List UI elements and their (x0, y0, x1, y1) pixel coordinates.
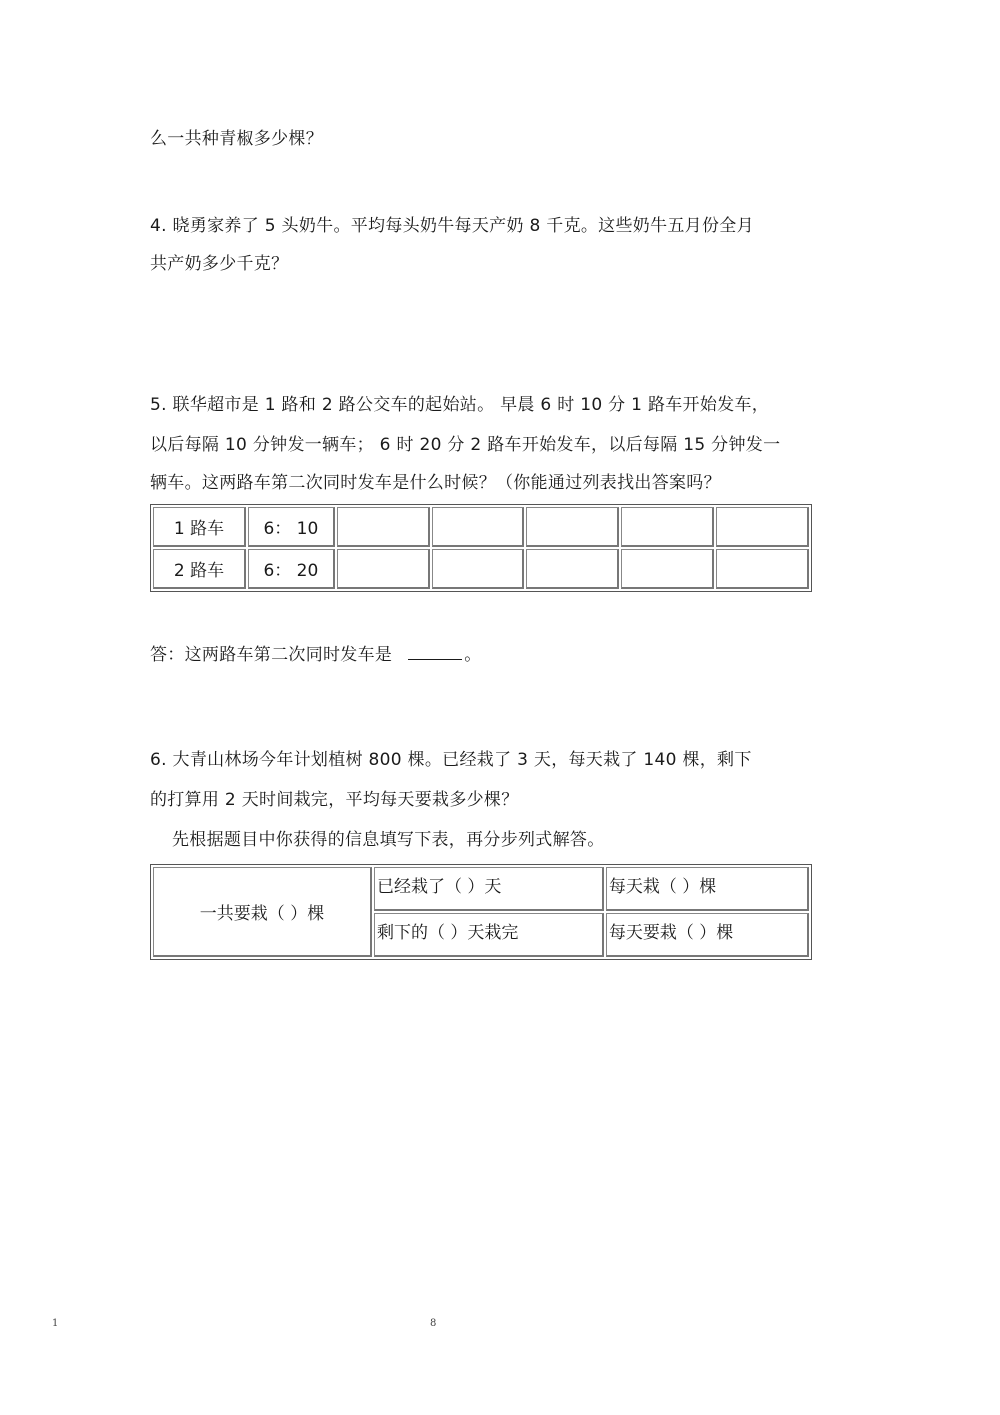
remaining-days-cell[interactable]: 剩下的（ ）天栽完 (374, 913, 604, 957)
page-number: 8 (430, 1318, 437, 1329)
per-day-needed-cell[interactable]: 每天要栽（ ）棵 (606, 913, 809, 957)
bus-1-start-time: 6： 10 (248, 507, 335, 547)
blank-cell[interactable] (526, 549, 619, 589)
question-5-line-2: 以后每隔 10 分钟发一辆车； 6 时 20 分 2 路车开始发车，以后每隔 15 分钟发一 (150, 435, 781, 455)
table-row (153, 507, 809, 547)
blank-cell[interactable] (716, 549, 809, 589)
bus-2-label: 2 路车 (153, 549, 246, 589)
answer-blank[interactable] (408, 643, 462, 660)
total-trees-cell[interactable]: 一共要栽（ ）棵 (153, 867, 372, 957)
blank-cell[interactable] (337, 507, 430, 547)
days-planted-cell[interactable]: 已经栽了（ ）天 (374, 867, 604, 911)
blank-cell[interactable] (526, 507, 619, 547)
question-4-line-2: 共产奶多少千克？ (150, 254, 289, 274)
table-row (153, 867, 809, 911)
bus-2-start-time: 6： 20 (248, 549, 335, 589)
blank-cell[interactable] (716, 507, 809, 547)
footer-left-mark: 1 (52, 1318, 59, 1329)
blank-cell[interactable] (432, 549, 525, 589)
table-row (153, 549, 809, 589)
blank-cell[interactable] (621, 549, 714, 589)
per-day-planted-cell[interactable]: 每天栽（ ）棵 (606, 867, 809, 911)
bus-schedule-table (150, 504, 812, 592)
question-5-line-1: 5. 联华超市是 1 路和 2 路公交车的起始站。 早晨 6 时 10 分 1 路车开始发车， (150, 395, 770, 415)
blank-cell[interactable] (337, 549, 430, 589)
question-6-line-1: 6. 大青山林场今年计划植树 800 棵。已经栽了 3 天，每天栽了 140 棵，剩下 (150, 750, 752, 770)
blank-cell[interactable] (432, 507, 525, 547)
planting-info-table (150, 864, 812, 960)
question-6-line-2: 的打算用 2 天时间栽完，平均每天要栽多少棵？ (150, 790, 519, 810)
question-4-line-1: 4. 晓勇家养了 5 头奶牛。平均每头奶牛每天产奶 8 千克。这些奶牛五月份全月 (150, 216, 754, 236)
question-6-instruction: 先根据题目中你获得的信息填写下表，再分步列式解答。 (172, 830, 605, 850)
answer-suffix: 。 (464, 645, 482, 665)
bus-1-label: 1 路车 (153, 507, 246, 547)
question-5-answer (150, 643, 482, 667)
continuation-text: 么一共种青椒多少棵？ (150, 129, 323, 149)
answer-prefix: 答：这两路车第二次同时发车是 (150, 645, 393, 665)
blank-cell[interactable] (621, 507, 714, 547)
question-5-line-3: 辆车。这两路车第二次同时发车是什么时候？（你能通过列表找出答案吗？ (150, 473, 721, 493)
